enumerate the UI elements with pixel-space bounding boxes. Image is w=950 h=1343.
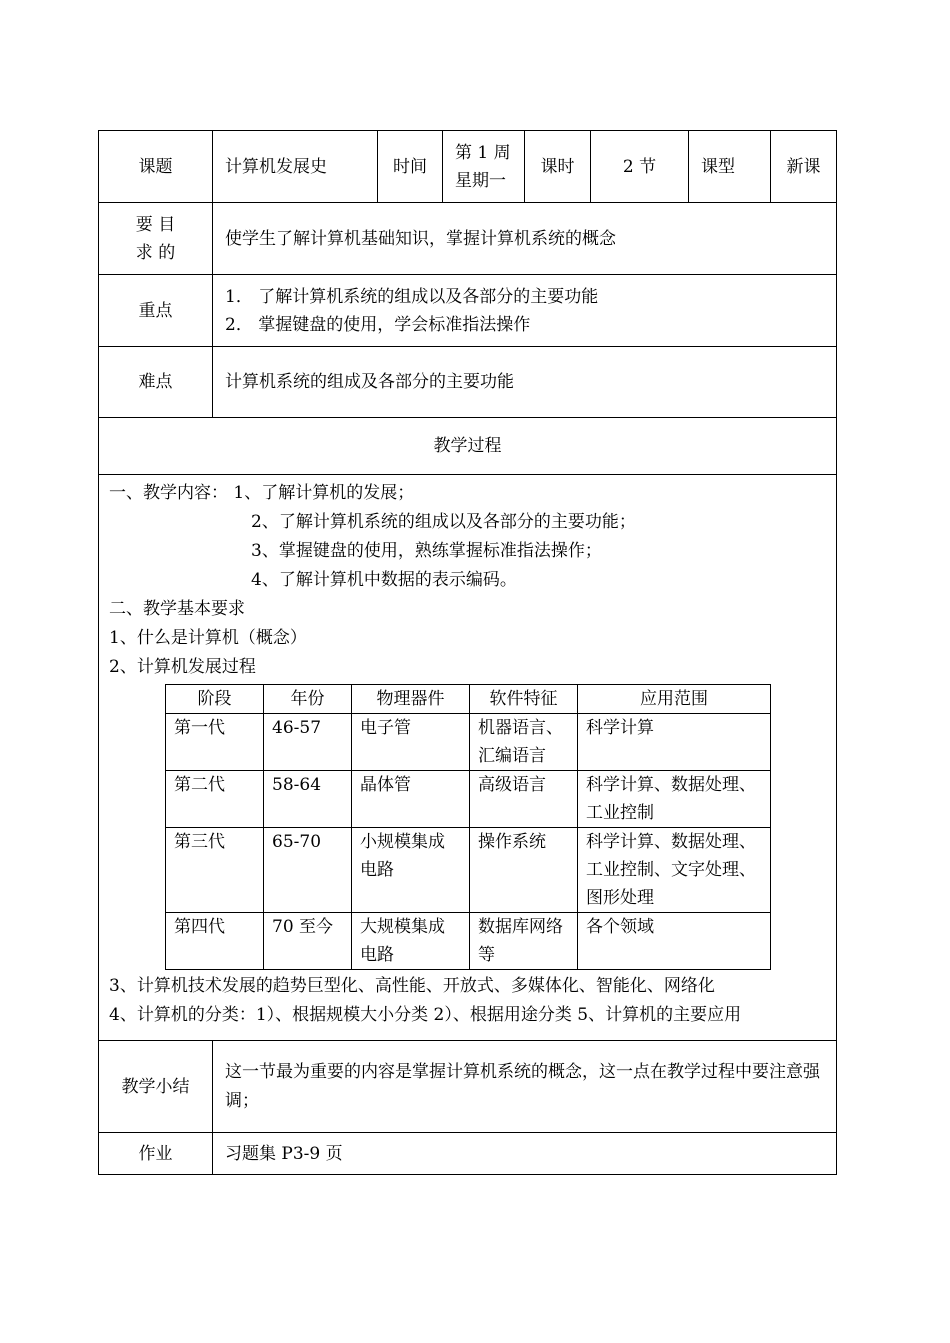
dev-cell: 各个领域 (578, 913, 771, 970)
content-line: 1、什么是计算机（概念） (109, 628, 307, 648)
dev-table-row (166, 913, 771, 970)
dev-cell: 高级语言 (470, 771, 578, 828)
time-value (443, 131, 525, 203)
dev-table-row (166, 771, 771, 828)
summary-row (99, 1041, 837, 1133)
dev-cell: 70 至今 (264, 913, 352, 970)
dev-cell: 第四代 (166, 913, 264, 970)
difficulties-label: 难点 (99, 347, 213, 418)
key-point-item: 2． 掌握键盘的使用，学会标准指法操作 (225, 314, 531, 335)
time-week: 第 1 周 (455, 142, 511, 163)
homework-row (99, 1133, 837, 1175)
content-line: 2、计算机发展过程 (109, 657, 256, 677)
time-day: 星期一 (455, 170, 506, 191)
difficulties-text: 计算机系统的组成及各部分的主要功能 (213, 347, 837, 418)
dev-cell: 操作系统 (470, 828, 578, 913)
content-line: 二、教学基本要求 (109, 599, 245, 619)
type-value: 新课 (771, 131, 837, 203)
period-value: 2 节 (591, 131, 689, 203)
header-row (99, 131, 837, 203)
dev-header-cell: 软件特征 (470, 685, 578, 714)
dev-cell: 第一代 (166, 714, 264, 771)
key-points-row (99, 275, 837, 347)
goal-row (99, 203, 837, 275)
dev-header-cell: 阶段 (166, 685, 264, 714)
goal-label-line1: 要 目 (135, 214, 176, 235)
type-label: 课型 (689, 131, 771, 203)
dev-cell: 58-64 (264, 771, 352, 828)
dev-cell: 晶体管 (352, 771, 470, 828)
content-line: 4、了解计算机中数据的表示编码。 (251, 570, 517, 590)
goal-label (99, 203, 213, 275)
time-label: 时间 (378, 131, 443, 203)
topic-label: 课题 (99, 131, 213, 203)
dev-table-row (166, 714, 771, 771)
topic-value: 计算机发展史 (213, 131, 378, 203)
content-line: 3、掌握键盘的使用，熟练掌握标准指法操作； (251, 541, 602, 561)
dev-header-cell: 年份 (264, 685, 352, 714)
dev-table-row (166, 828, 771, 913)
dev-cell: 第二代 (166, 771, 264, 828)
process-title: 教学过程 (99, 418, 837, 475)
dev-cell: 科学计算 (578, 714, 771, 771)
content-line: 一、教学内容： 1、了解计算机的发展； (109, 483, 415, 503)
dev-cell: 数据库网络等 (470, 913, 578, 970)
dev-cell: 科学计算、数据处理、工业控制、文字处理、图形处理 (578, 828, 771, 913)
dev-cell: 65-70 (264, 828, 352, 913)
summary-label: 教学小结 (99, 1041, 213, 1133)
homework-text: 习题集 P3-9 页 (213, 1133, 837, 1175)
dev-cell: 电子管 (352, 714, 470, 771)
period-label: 课时 (525, 131, 591, 203)
process-content-row (99, 475, 837, 1041)
key-points-list (213, 275, 837, 347)
goal-label-line2: 求 的 (135, 242, 176, 263)
dev-table-header (166, 685, 771, 714)
dev-cell: 大规模集成电路 (352, 913, 470, 970)
dev-cell: 46-57 (264, 714, 352, 771)
dev-cell: 科学计算、数据处理、工业控制 (578, 771, 771, 828)
homework-label: 作业 (99, 1133, 213, 1175)
content-line: 4、计算机的分类：1）、根据规模大小分类 2）、根据用途分类 5、计算机的主要应用 (109, 1005, 742, 1025)
summary-text: 这一节最为重要的内容是掌握计算机系统的概念，这一点在教学过程中要注意强调； (213, 1041, 837, 1133)
key-points-label: 重点 (99, 275, 213, 347)
dev-cell: 第三代 (166, 828, 264, 913)
dev-cell: 机器语言、汇编语言 (470, 714, 578, 771)
process-content (99, 475, 837, 1041)
dev-header-cell: 应用范围 (578, 685, 771, 714)
process-title-row (99, 418, 837, 475)
lesson-plan-table (98, 130, 837, 1175)
goal-text: 使学生了解计算机基础知识，掌握计算机系统的概念 (213, 203, 837, 275)
dev-cell: 小规模集成电路 (352, 828, 470, 913)
difficulties-row (99, 347, 837, 418)
key-point-item: 1． 了解计算机系统的组成以及各部分的主要功能 (225, 286, 599, 307)
content-line: 2、了解计算机系统的组成以及各部分的主要功能； (251, 512, 636, 532)
content-line: 3、计算机技术发展的趋势巨型化、高性能、开放式、多媒体化、智能化、网络化 (109, 976, 715, 996)
development-table (165, 684, 771, 970)
dev-header-cell: 物理器件 (352, 685, 470, 714)
